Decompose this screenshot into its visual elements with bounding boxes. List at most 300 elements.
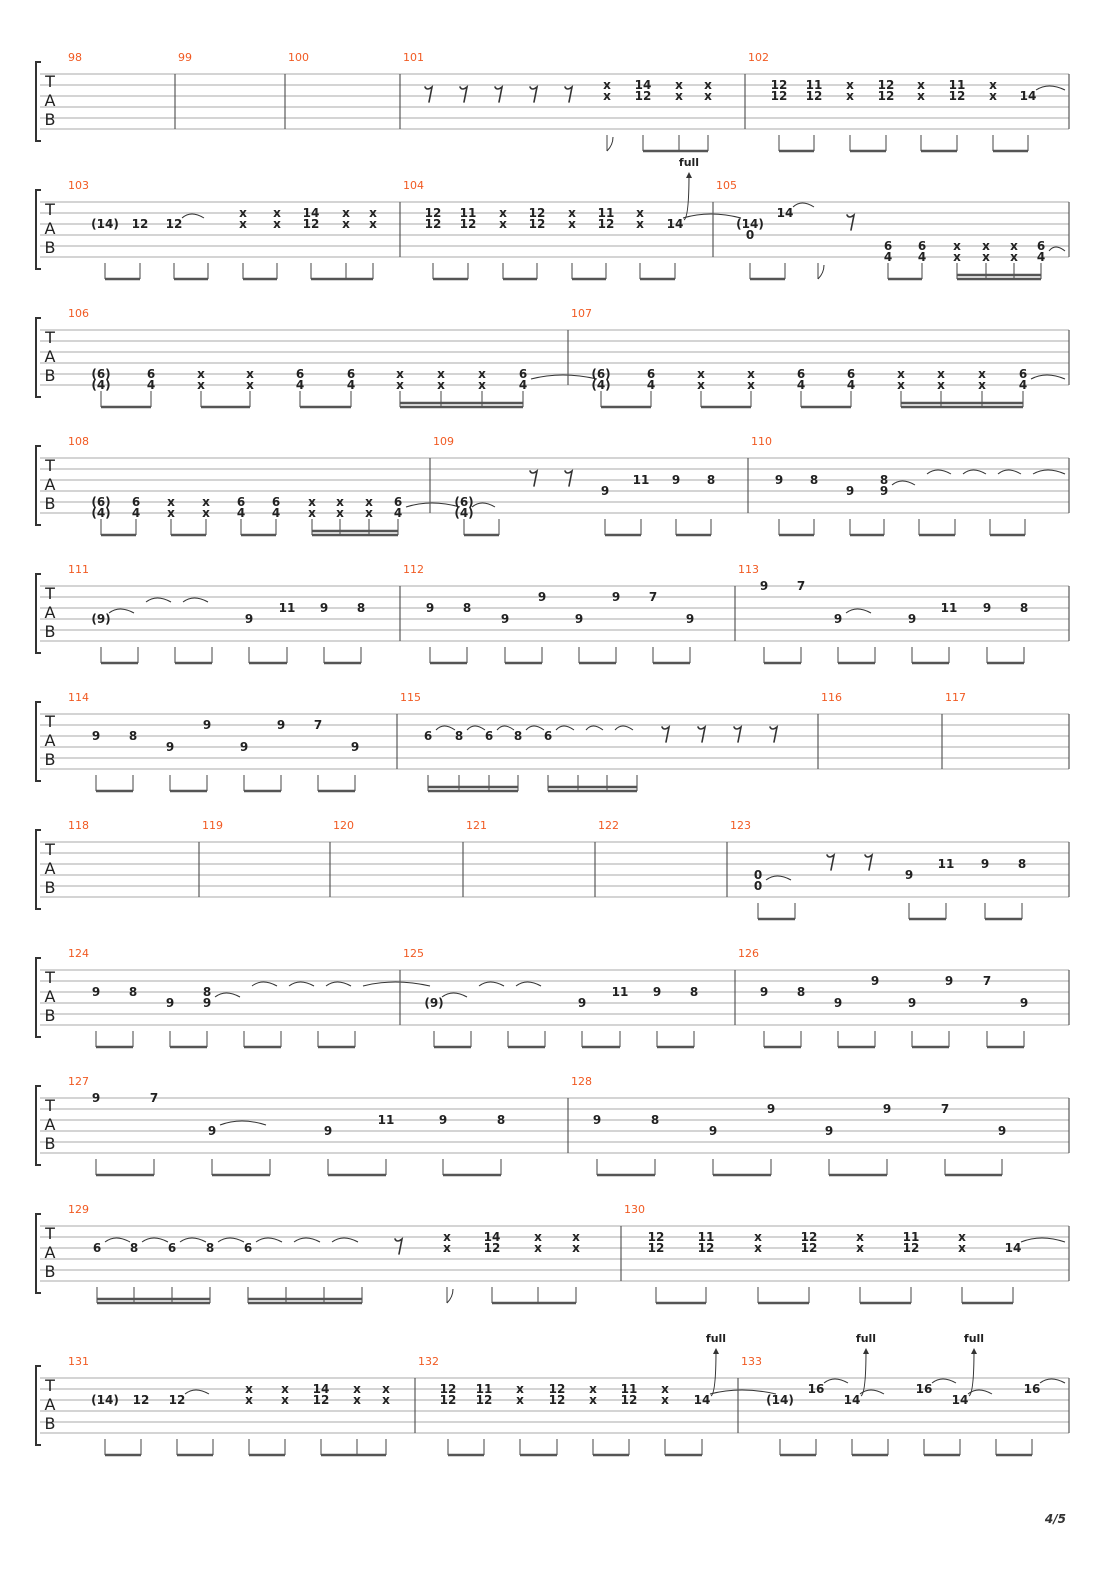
dead-note: x xyxy=(704,78,712,92)
tab-clef-letter: B xyxy=(44,1262,56,1281)
tie-arc xyxy=(185,1390,209,1394)
measure-number: 128 xyxy=(571,1075,592,1088)
tab-clef-letter: A xyxy=(44,987,56,1006)
fret-number: 9 xyxy=(592,1113,602,1127)
dead-note: x xyxy=(754,1230,762,1244)
fret-number: 12 xyxy=(800,1230,818,1244)
tie-arc xyxy=(363,982,430,986)
fret-number: 12 xyxy=(312,1393,330,1407)
dead-note: x xyxy=(697,378,705,392)
fret-number: 9 xyxy=(879,484,889,498)
fret-number: 8 xyxy=(1017,857,1027,871)
fret-number: 9 xyxy=(500,612,510,626)
dead-note: x xyxy=(365,506,373,520)
fret-number: 12 xyxy=(131,217,149,231)
measure xyxy=(400,156,741,279)
fret-number: 12 xyxy=(424,206,442,220)
fret-number: 11 xyxy=(697,1230,715,1244)
fret-number: 9 xyxy=(774,473,784,487)
tie-arc xyxy=(479,982,504,986)
dead-note: x xyxy=(281,1382,289,1396)
fret-number: 6 xyxy=(295,367,305,381)
measure-number: 121 xyxy=(466,819,487,832)
fret-number: 6 xyxy=(646,367,656,381)
eighth-rest xyxy=(495,87,502,102)
fret-number: (14) xyxy=(91,1393,119,1407)
measure xyxy=(568,307,1065,407)
dead-note: x xyxy=(603,89,611,103)
measure xyxy=(818,691,842,769)
dead-note: x xyxy=(534,1241,542,1255)
fret-number: 14 xyxy=(312,1382,330,1396)
tab-clef-letter: T xyxy=(45,840,55,859)
fret-number: 14 xyxy=(634,78,652,92)
dead-note: x xyxy=(675,89,683,103)
tab-clef-letter: A xyxy=(44,603,56,622)
dead-note: x xyxy=(636,206,644,220)
dead-note: x xyxy=(1010,250,1018,264)
dead-note: x xyxy=(245,1393,253,1407)
fret-number: 12 xyxy=(877,78,895,92)
fret-number: 12 xyxy=(647,1241,665,1255)
note-flag xyxy=(447,1289,453,1303)
measure-number: 120 xyxy=(333,819,354,832)
tie-arc xyxy=(406,503,460,507)
dead-note: x xyxy=(675,78,683,92)
tab-clef-letter: T xyxy=(45,1224,55,1243)
tie-arc xyxy=(963,470,986,474)
tab-system xyxy=(36,51,1069,151)
tie-arc xyxy=(846,609,871,613)
fret-number: 12 xyxy=(647,1230,665,1244)
measure xyxy=(735,563,1028,663)
dead-note: x xyxy=(897,367,905,381)
fret-number: 8 xyxy=(496,1113,506,1127)
tab-clef-letter: A xyxy=(44,1115,56,1134)
measure-number: 107 xyxy=(571,307,592,320)
tie-arc xyxy=(793,203,814,207)
dead-note: x xyxy=(167,495,175,509)
fret-number: 16 xyxy=(807,1382,825,1396)
fret-number: 9 xyxy=(600,484,610,498)
tie-arc xyxy=(766,876,791,880)
tab-system xyxy=(36,563,1069,663)
fret-number: 9 xyxy=(91,985,101,999)
fret-number: 6 xyxy=(243,1241,253,1255)
tie-arc xyxy=(1036,86,1065,90)
dead-note: x xyxy=(856,1241,864,1255)
measure xyxy=(175,51,192,129)
fret-number: (6) xyxy=(591,367,611,381)
dead-note: x xyxy=(167,506,175,520)
dead-note: x xyxy=(202,495,210,509)
measure xyxy=(463,819,487,897)
tie-arc xyxy=(109,609,134,613)
dead-note: x xyxy=(336,495,344,509)
fret-number: 4 xyxy=(846,378,856,392)
fret-number: 9 xyxy=(907,996,917,1010)
dead-note: x xyxy=(953,250,961,264)
fret-number: 6 xyxy=(917,239,927,253)
tab-clef-letter: A xyxy=(44,1243,56,1262)
tab-clef-letter: A xyxy=(44,91,56,110)
tie-arc xyxy=(556,726,574,730)
dead-note: x xyxy=(982,250,990,264)
tab-system xyxy=(36,819,1069,919)
fret-number: 8 xyxy=(128,985,138,999)
fret-number: 11 xyxy=(459,206,477,220)
dead-note: x xyxy=(747,378,755,392)
measure-number: 132 xyxy=(418,1355,439,1368)
fret-number: 4 xyxy=(796,378,806,392)
dead-note: x xyxy=(856,1230,864,1244)
tie-arc xyxy=(220,1121,266,1125)
tie-arc xyxy=(442,993,467,997)
dead-note: x xyxy=(246,378,254,392)
fret-number: 4 xyxy=(131,506,141,520)
tie-arc xyxy=(467,726,485,730)
measure xyxy=(68,435,460,535)
fret-number: 6 xyxy=(846,367,856,381)
dead-note: x xyxy=(897,378,905,392)
eighth-rest xyxy=(865,855,872,870)
measure xyxy=(568,1075,1006,1175)
fret-number: 11 xyxy=(632,473,650,487)
fret-number: 4 xyxy=(146,378,156,392)
fret-number: 9 xyxy=(202,718,212,732)
dead-note: x xyxy=(953,239,961,253)
tie-arc xyxy=(824,1379,848,1383)
fret-number: (6) xyxy=(91,495,111,509)
dead-note: x xyxy=(589,1382,597,1396)
bend-arrowhead xyxy=(863,1348,869,1354)
fret-number: 9 xyxy=(244,612,254,626)
fret-number: 9 xyxy=(438,1113,448,1127)
eighth-rest xyxy=(395,1239,402,1254)
measure-number: 112 xyxy=(403,563,424,576)
eighth-rest xyxy=(460,87,467,102)
measure xyxy=(68,819,89,832)
fret-number: 9 xyxy=(904,868,914,882)
tab-system xyxy=(36,1075,1069,1175)
measure xyxy=(400,947,698,1047)
fret-number: 12 xyxy=(800,1241,818,1255)
tab-clef-letter: B xyxy=(44,878,56,897)
fret-number: 9 xyxy=(980,857,990,871)
fret-number: 6 xyxy=(1036,239,1046,253)
tab-clef-letter: B xyxy=(44,110,56,129)
fret-number: 6 xyxy=(543,729,553,743)
tie-arc xyxy=(180,1238,206,1242)
fret-number: 6 xyxy=(423,729,433,743)
fret-number: 8 xyxy=(706,473,716,487)
tab-clef-letter: T xyxy=(45,584,55,603)
dead-note: x xyxy=(369,206,377,220)
tie-arc xyxy=(1033,470,1065,474)
tab-system xyxy=(36,1203,1069,1303)
dead-note: x xyxy=(958,1230,966,1244)
fret-number: (6) xyxy=(454,495,474,509)
tie-arc xyxy=(998,470,1021,474)
fret-number: 0 xyxy=(753,879,763,893)
fret-number: 12 xyxy=(548,1382,566,1396)
fret-number: 11 xyxy=(805,78,823,92)
fret-number: 9 xyxy=(319,601,329,615)
fret-number: 8 xyxy=(809,473,819,487)
fret-number: 8 xyxy=(129,1241,139,1255)
tab-clef-letter: A xyxy=(44,859,56,878)
eighth-rest xyxy=(827,855,834,870)
fret-number: 12 xyxy=(548,1393,566,1407)
fret-number: 6 xyxy=(146,367,156,381)
dead-note: x xyxy=(281,1393,289,1407)
tie-arc xyxy=(683,214,741,218)
tab-clef-letter: B xyxy=(44,1006,56,1025)
dead-note: x xyxy=(978,367,986,381)
fret-number: (4) xyxy=(91,378,111,392)
tie-arc xyxy=(436,726,455,730)
fret-number: 0 xyxy=(745,228,755,242)
tie-arc xyxy=(105,1238,130,1242)
fret-number: (6) xyxy=(91,367,111,381)
measure xyxy=(199,819,223,897)
tab-clef-letter: B xyxy=(44,238,56,257)
measure-number: 125 xyxy=(403,947,424,960)
fret-number: 9 xyxy=(165,740,175,754)
fret-number: 9 xyxy=(907,612,917,626)
tab-clef-letter: A xyxy=(44,1395,56,1414)
dead-note: x xyxy=(443,1230,451,1244)
tie-arc xyxy=(146,598,171,602)
fret-number: 6 xyxy=(271,495,281,509)
fret-number: 9 xyxy=(652,985,662,999)
dead-note: x xyxy=(342,206,350,220)
fret-number: 7 xyxy=(982,974,992,988)
fret-number: 9 xyxy=(944,974,954,988)
eighth-rest xyxy=(565,87,572,102)
measure xyxy=(415,1332,776,1455)
fret-number: 8 xyxy=(202,985,212,999)
measure xyxy=(713,179,1065,279)
measure-number: 105 xyxy=(716,179,737,192)
measure-number: 111 xyxy=(68,563,89,576)
fret-number: 4 xyxy=(295,378,305,392)
measure-number: 115 xyxy=(400,691,421,704)
bend-label: full xyxy=(855,1332,877,1345)
fret-number: (4) xyxy=(91,506,111,520)
tab-clef-letter: T xyxy=(45,200,55,219)
dead-note: x xyxy=(989,89,997,103)
fret-number: 14 xyxy=(843,1393,861,1407)
fret-number: 12 xyxy=(459,217,477,231)
tie-arc xyxy=(892,481,915,485)
fret-number: 6 xyxy=(236,495,246,509)
fret-number: 6 xyxy=(131,495,141,509)
fret-number: 9 xyxy=(577,996,587,1010)
dead-note: x xyxy=(568,217,576,231)
dead-note: x xyxy=(572,1241,580,1255)
dead-note: x xyxy=(937,378,945,392)
measure-number: 101 xyxy=(403,51,424,64)
measure xyxy=(330,819,354,897)
measure-number: 102 xyxy=(748,51,769,64)
fret-number: 9 xyxy=(91,1091,101,1105)
fret-number: 4 xyxy=(518,378,528,392)
fret-number: 9 xyxy=(574,612,584,626)
eighth-rest xyxy=(734,727,741,742)
measure-number: 103 xyxy=(68,179,89,192)
dead-note: x xyxy=(568,206,576,220)
fret-number: 9 xyxy=(766,1102,776,1116)
fret-number: 11 xyxy=(902,1230,920,1244)
fret-number: 12 xyxy=(132,1393,150,1407)
fret-number: 7 xyxy=(149,1091,159,1105)
fret-number: 0 xyxy=(753,868,763,882)
tie-arc xyxy=(218,1238,244,1242)
measure-number: 109 xyxy=(433,435,454,448)
dead-note: x xyxy=(978,378,986,392)
measure-number: 114 xyxy=(68,691,89,704)
tie-arc xyxy=(497,726,514,730)
fret-number: 9 xyxy=(276,718,286,732)
dead-note: x xyxy=(239,206,247,220)
fret-number: 6 xyxy=(92,1241,102,1255)
tie-arc xyxy=(332,1238,358,1242)
dead-note: x xyxy=(937,367,945,381)
dead-note: x xyxy=(437,367,445,381)
measure-number: 108 xyxy=(68,435,89,448)
dead-note: x xyxy=(661,1393,669,1407)
measure-number: 133 xyxy=(741,1355,762,1368)
fret-number: 7 xyxy=(940,1102,950,1116)
measure-number: 117 xyxy=(945,691,966,704)
fret-number: 14 xyxy=(776,206,794,220)
measure-number: 106 xyxy=(68,307,89,320)
fret-number: (4) xyxy=(454,506,474,520)
tab-system xyxy=(36,435,1069,535)
measure-number: 98 xyxy=(68,51,82,64)
tie-arc xyxy=(1021,1238,1065,1242)
fret-number: 9 xyxy=(759,579,769,593)
fret-number: 7 xyxy=(796,579,806,593)
note-flag xyxy=(818,265,824,279)
dead-note: x xyxy=(382,1393,390,1407)
tab-clef-letter: A xyxy=(44,731,56,750)
measure xyxy=(68,307,597,407)
measure xyxy=(748,435,1065,535)
tie-arc xyxy=(182,214,204,218)
fret-number: 9 xyxy=(982,601,992,615)
tab-clef-letter: A xyxy=(44,475,56,494)
fret-number: 11 xyxy=(940,601,958,615)
dead-note: x xyxy=(704,89,712,103)
measure xyxy=(68,1355,390,1455)
bend-arrowhead xyxy=(971,1348,977,1354)
dead-note: x xyxy=(443,1241,451,1255)
dead-note: x xyxy=(499,217,507,231)
fret-number: 9 xyxy=(350,740,360,754)
fret-number: 12 xyxy=(597,217,615,231)
fret-number: 9 xyxy=(671,473,681,487)
fret-number: 14 xyxy=(1004,1241,1022,1255)
fret-number: 12 xyxy=(877,89,895,103)
fret-number: 14 xyxy=(693,1393,711,1407)
measure-number: 124 xyxy=(68,947,89,960)
fret-number: 9 xyxy=(202,996,212,1010)
fret-number: (14) xyxy=(736,217,764,231)
fret-number: 9 xyxy=(708,1124,718,1138)
dead-note: x xyxy=(958,1241,966,1255)
measure xyxy=(400,51,712,151)
dead-note: x xyxy=(636,217,644,231)
fret-number: 16 xyxy=(915,1382,933,1396)
dead-note: x xyxy=(353,1393,361,1407)
dead-note: x xyxy=(308,495,316,509)
fret-number: 4 xyxy=(1036,250,1046,264)
fret-number: 9 xyxy=(824,1124,834,1138)
dead-note: x xyxy=(197,367,205,381)
dead-note: x xyxy=(989,78,997,92)
tab-system xyxy=(36,156,1069,279)
fret-number: 8 xyxy=(356,601,366,615)
tie-arc xyxy=(1040,1379,1065,1383)
measure xyxy=(68,1075,505,1175)
fret-number: 11 xyxy=(597,206,615,220)
tab-system xyxy=(36,947,1069,1047)
tab-clef-letter: A xyxy=(44,347,56,366)
eighth-rest xyxy=(847,215,854,230)
measure-number: 127 xyxy=(68,1075,89,1088)
tab-clef-letter: A xyxy=(44,219,56,238)
fret-number: 9 xyxy=(611,590,621,604)
measure xyxy=(68,179,377,279)
fret-number: 11 xyxy=(377,1113,395,1127)
tab-clef-letter: B xyxy=(44,622,56,641)
fret-number: 4 xyxy=(393,506,403,520)
fret-number: 12 xyxy=(948,89,966,103)
tab-clef-letter: T xyxy=(45,968,55,987)
fret-number: 11 xyxy=(278,601,296,615)
bend-label: full xyxy=(678,156,700,169)
dead-note: x xyxy=(336,506,344,520)
fret-number: 12 xyxy=(439,1382,457,1396)
dead-note: x xyxy=(273,206,281,220)
measure xyxy=(735,947,1028,1047)
fret-number: 14 xyxy=(666,217,684,231)
dead-note: x xyxy=(846,89,854,103)
dead-note: x xyxy=(589,1393,597,1407)
tab-clef-letter: B xyxy=(44,366,56,385)
fret-number: 11 xyxy=(620,1382,638,1396)
fret-number: 9 xyxy=(425,601,435,615)
fret-number: 4 xyxy=(646,378,656,392)
tie-arc xyxy=(326,982,351,986)
measure xyxy=(68,51,82,64)
fret-number: 11 xyxy=(937,857,955,871)
tab-clef-letter: B xyxy=(44,1414,56,1433)
fret-number: 11 xyxy=(948,78,966,92)
eighth-rest xyxy=(530,471,537,486)
fret-number: 9 xyxy=(833,612,843,626)
bend-arrowhead xyxy=(686,172,692,178)
eighth-rest xyxy=(698,727,705,742)
fret-number: 8 xyxy=(650,1113,660,1127)
measure-number: 110 xyxy=(751,435,772,448)
fret-number: 8 xyxy=(205,1241,215,1255)
measure-number: 130 xyxy=(624,1203,645,1216)
tab-system xyxy=(36,1332,1069,1455)
eighth-rest xyxy=(565,471,572,486)
